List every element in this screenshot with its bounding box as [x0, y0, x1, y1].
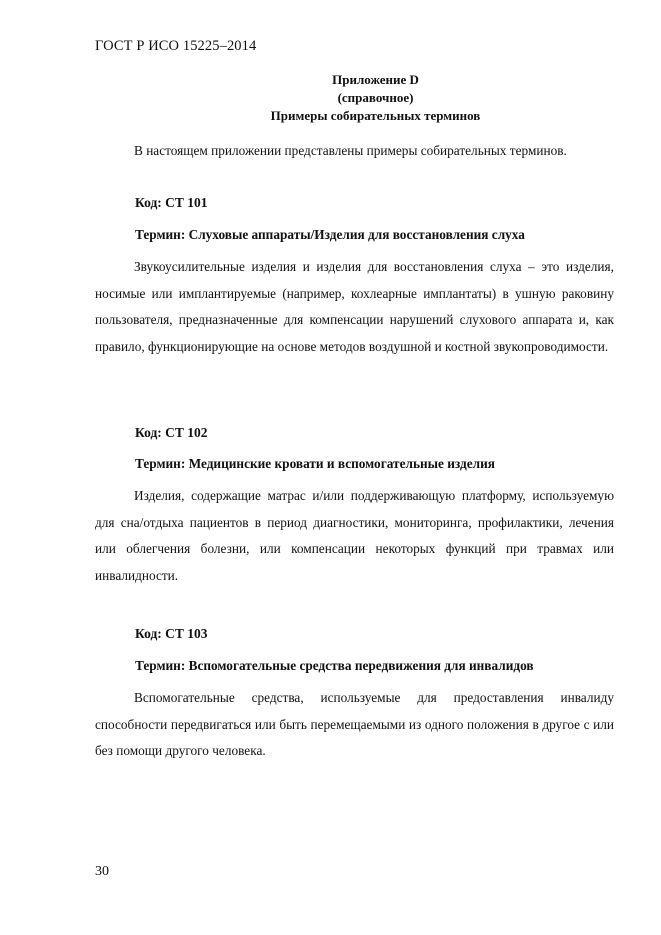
entry-definition: Изделия, содержащие матрас и/или поддерживающую платформу, используемую для сна/отдыха пациентов в период диагностики, мониторинга, профилактики, лечения или облегчения болезни, или компенсации некоторых функций при травмах или инвалидности. [95, 488, 614, 583]
intro-paragraph: В настоящем приложении представлены примеры собирательных терминов. [134, 143, 567, 158]
annex-subject: Примеры собирательных терминов [270, 108, 481, 123]
page-number: 30 [95, 864, 109, 879]
entry-definition: Звукоусилительные изделия и изделия для восстановления слуха – это изделия, носимые или имплантируемые (например, кохлеарные имплантаты) в ушную раковину пользователя, предназначенные для компенсации нарушений слухового аппарата и, как правило, функционирующие на основе методов воздушной и костной звукопроводимости. [95, 259, 614, 354]
annex-title: Приложение D [332, 72, 419, 87]
annex-status: (справочное) [337, 90, 414, 105]
entry-term: Термин: Слуховые аппараты/Изделия для восстановления слуха [135, 227, 525, 242]
entry-definition: Вспомогательные средства, используемые для предоставления инвалиду способности передвигаться или быть перемещаемыми из одного положения в другое с или без помощи другого человека. [95, 690, 614, 758]
document-code: ГОСТ Р ИСО 15225–2014 [95, 38, 257, 54]
entry-code: Код: СТ 102 [135, 425, 208, 440]
entry-term: Термин: Вспомогательные средства передвижения для инвалидов [135, 658, 534, 673]
entry-code: Код: СТ 101 [135, 195, 208, 210]
entry-code: Код: СТ 103 [135, 626, 208, 641]
entry-term: Термин: Медицинские кровати и вспомогательные изделия [135, 456, 495, 471]
